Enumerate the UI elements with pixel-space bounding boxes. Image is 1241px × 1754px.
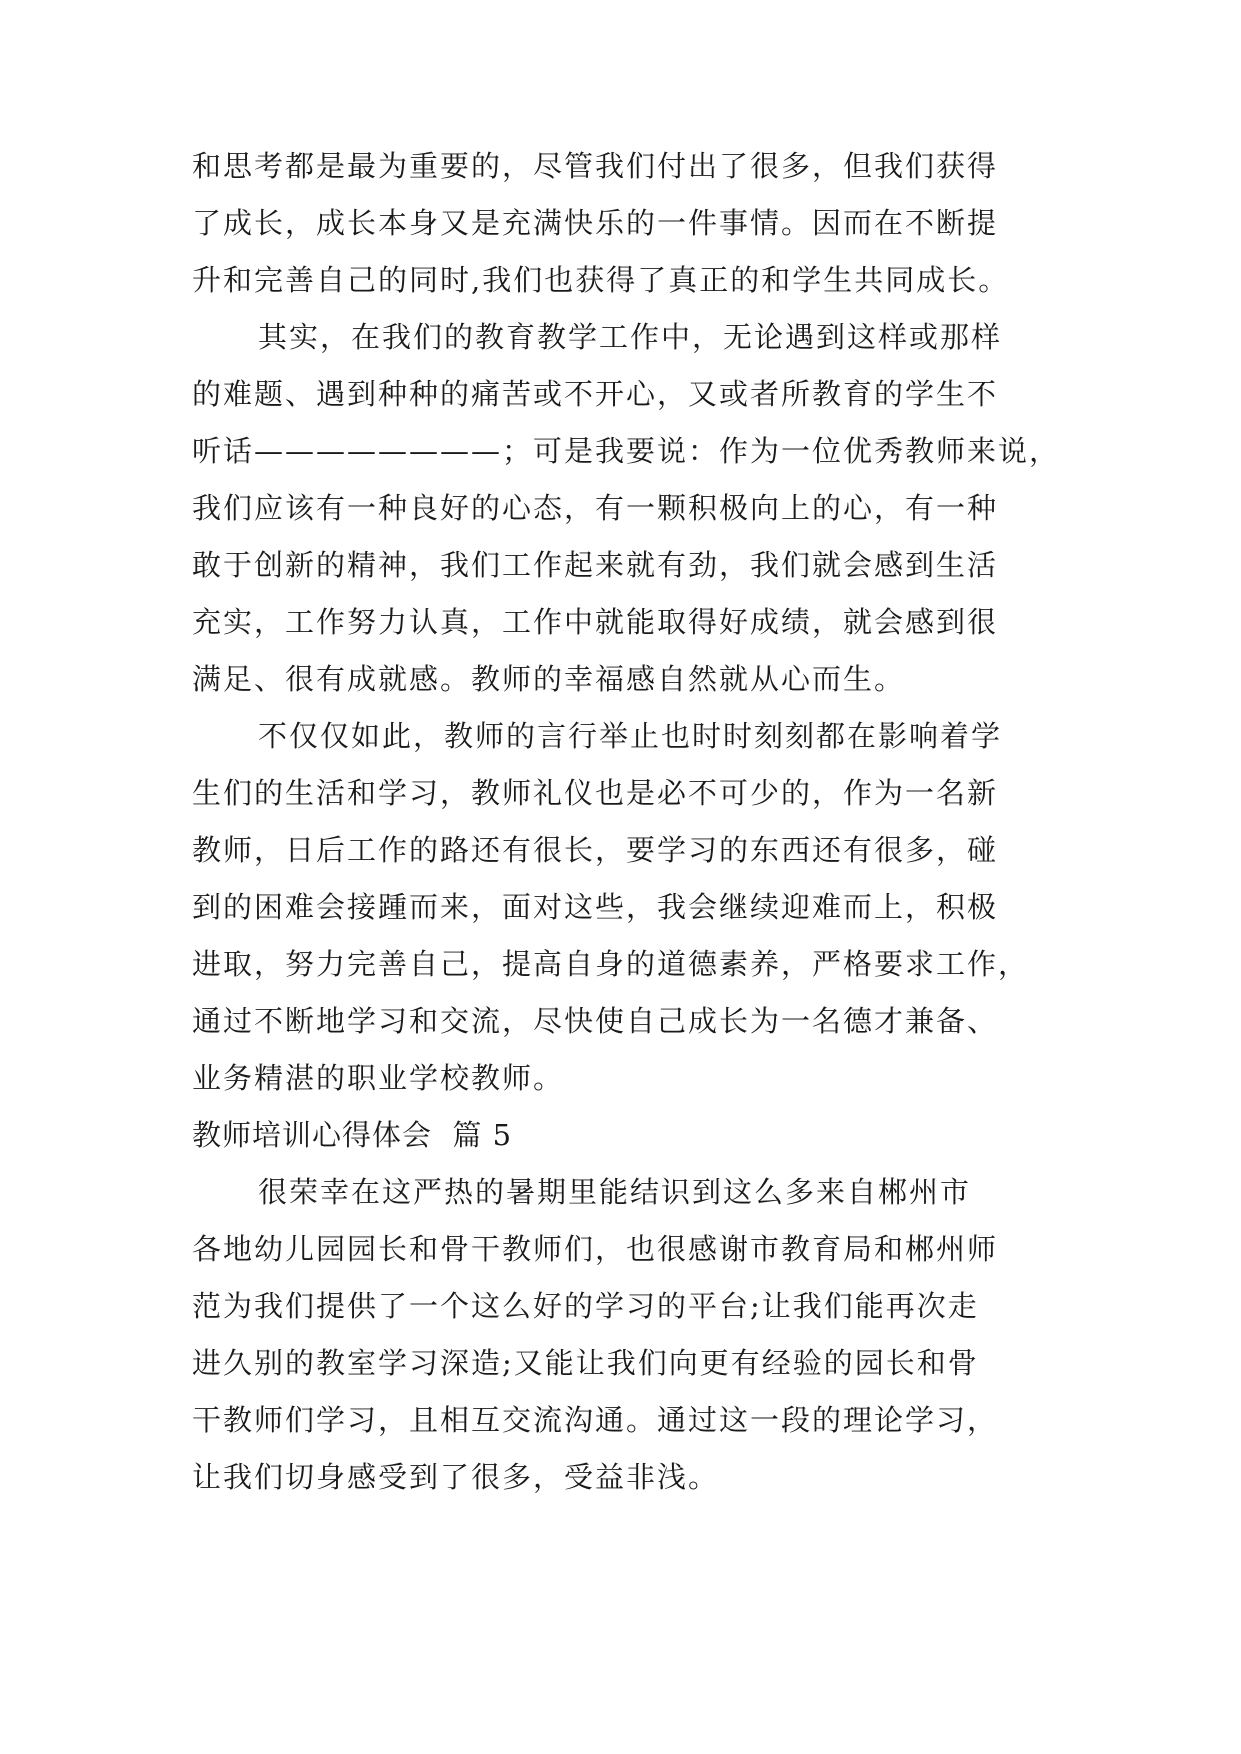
text-line: 很荣幸在这严热的暑期里能结识到这么多来自郴州市	[258, 1175, 972, 1209]
text-line: 听话————————；可是我要说：作为一位优秀教师来说，	[192, 434, 1061, 468]
text-line: 范为我们提供了一个这么好的学习的平台;让我们能再次走	[192, 1289, 979, 1323]
section-heading: 教师培训心得体会 篇 5	[192, 1118, 513, 1152]
text-line: 生们的生活和学习，教师礼仪也是必不可少的，作为一名新	[192, 776, 999, 810]
text-line: 让我们切身感受到了很多，受益非浅。	[192, 1460, 720, 1494]
text-line: 进久别的教室学习深造;又能让我们向更有经验的园长和骨	[192, 1346, 979, 1380]
text-line: 通过不断地学习和交流，尽快使自己成长为一名德才兼备、	[192, 1004, 999, 1038]
text-line: 了成长，成长本身又是充满快乐的一件事情。因而在不断提	[192, 206, 999, 240]
text-line: 的难题、遇到种种的痛苦或不开心，又或者所教育的学生不	[192, 377, 999, 411]
text-line: 业务精湛的职业学校教师。	[192, 1061, 565, 1095]
text-line: 我们应该有一种良好的心态，有一颗积极向上的心，有一种	[192, 491, 999, 525]
text-line: 教师，日后工作的路还有很长，要学习的东西还有很多，碰	[192, 833, 999, 867]
text-line: 升和完善自己的同时,我们也获得了真正的和学生共同成长。	[192, 263, 1010, 297]
text-line: 到的困难会接踵而来，面对这些，我会继续迎难而上，积极	[192, 890, 999, 924]
text-line: 充实，工作努力认真，工作中就能取得好成绩，就会感到很	[192, 605, 999, 639]
text-line: 进取，努力完善自己，提高自身的道德素养，严格要求工作，	[192, 947, 1030, 981]
text-line: 敢于创新的精神，我们工作起来就有劲，我们就会感到生活	[192, 548, 999, 582]
text-line: 不仅仅如此，教师的言行举止也时时刻刻都在影响着学	[258, 719, 1003, 753]
text-line: 各地幼儿园园长和骨干教师们，也很感谢市教育局和郴州师	[192, 1232, 999, 1266]
text-line: 干教师们学习，且相互交流沟通。通过这一段的理论学习，	[192, 1403, 999, 1437]
text-line: 满足、很有成就感。教师的幸福感自然就从心而生。	[192, 662, 906, 696]
text-line: 和思考都是最为重要的，尽管我们付出了很多，但我们获得	[192, 149, 999, 183]
text-line: 其实，在我们的教育教学工作中，无论遇到这样或那样	[258, 320, 1003, 354]
